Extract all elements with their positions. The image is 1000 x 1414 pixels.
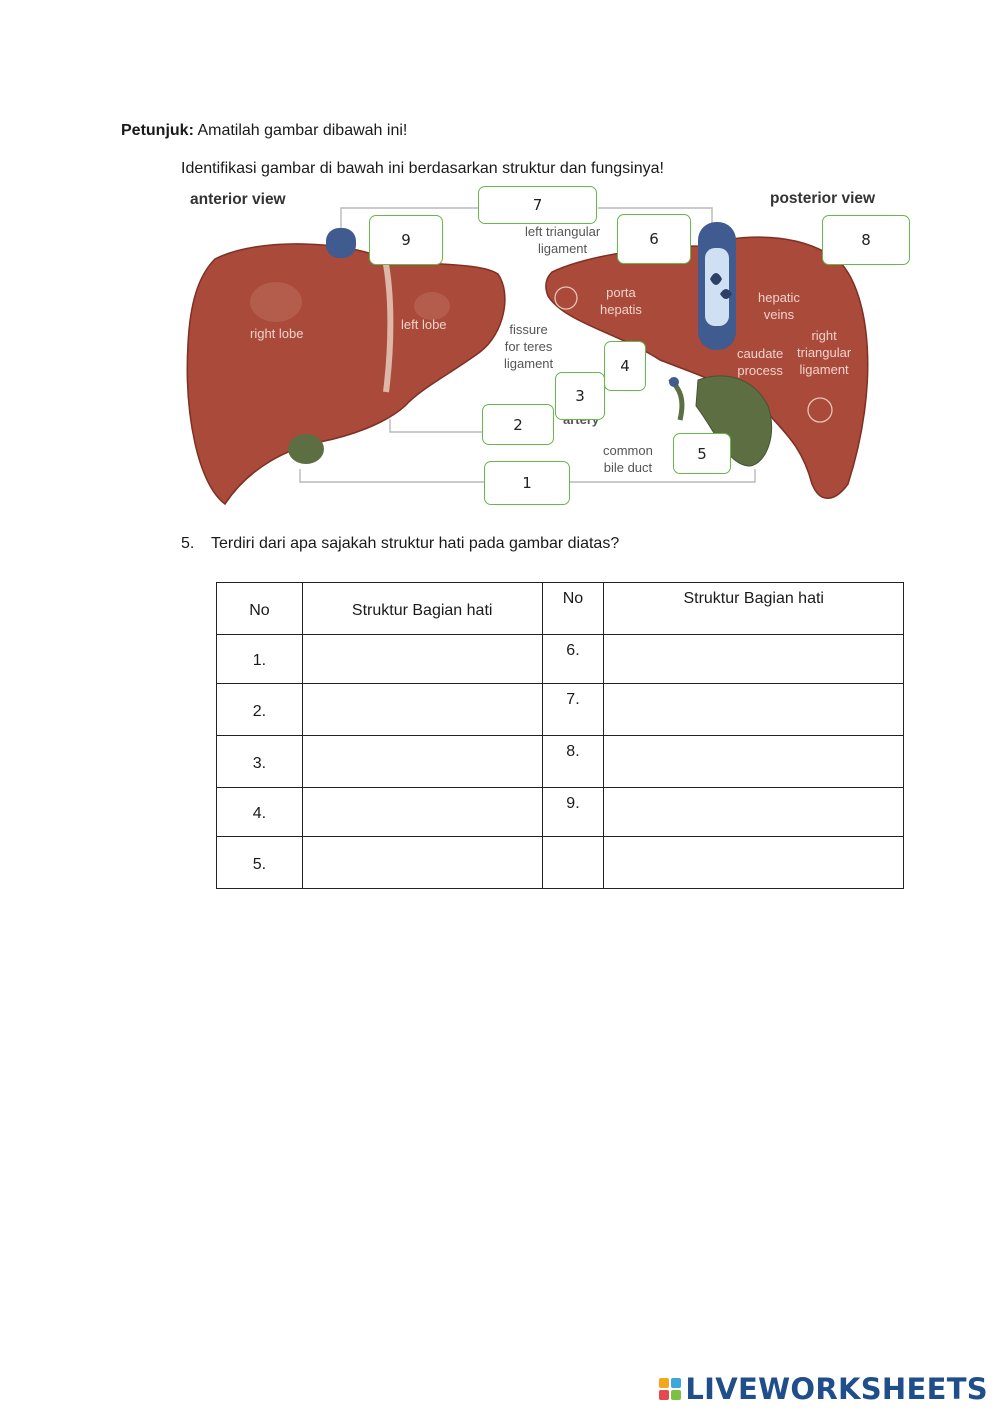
table-row bbox=[217, 736, 904, 788]
header-no-right: No bbox=[542, 583, 604, 635]
number-box-7: 7 bbox=[478, 186, 597, 224]
row-number: 7. bbox=[542, 684, 604, 736]
left-triangular-ligament-label: left triangular ligament bbox=[525, 224, 601, 256]
header-struktur-right: Struktur Bagian hati bbox=[604, 583, 904, 635]
number-box-9: 9 bbox=[369, 215, 443, 265]
common-bile-duct-label: common bile duct bbox=[603, 443, 653, 475]
row-number: 5. bbox=[217, 837, 303, 889]
identify-text: Identifikasi gambar di bawah ini berdasarkan struktur dan fungsinya! bbox=[181, 160, 664, 177]
question-text: Terdiri dari apa sajakah struktur hati pada gambar diatas? bbox=[211, 535, 620, 552]
number-box-1: 1 bbox=[484, 461, 570, 505]
table-row bbox=[217, 684, 904, 736]
instructions-label: Petunjuk: bbox=[121, 122, 194, 139]
row-number: 3. bbox=[217, 736, 303, 788]
answer-cell[interactable] bbox=[302, 736, 542, 788]
hepatic-veins-label: hepatic veins bbox=[758, 290, 800, 322]
question-number: 5. bbox=[181, 535, 195, 552]
header-struktur-left: Struktur Bagian hati bbox=[302, 583, 542, 635]
liver-figure bbox=[180, 184, 920, 524]
answer-cell[interactable] bbox=[604, 837, 904, 889]
right-lobe-label: right lobe bbox=[250, 326, 304, 341]
answer-cell[interactable] bbox=[604, 635, 904, 684]
right-triangular-ligament-label: right triangular ligament bbox=[797, 328, 852, 377]
row-number: 4. bbox=[217, 788, 303, 837]
table-row bbox=[217, 788, 904, 837]
fissure-label: fissure for teres ligament bbox=[504, 322, 554, 371]
number-box-3: 3 bbox=[555, 372, 605, 420]
logo-text: LIVEWORKSHEETS bbox=[685, 1372, 988, 1406]
row-number: 2. bbox=[217, 684, 303, 736]
question bbox=[181, 535, 619, 553]
number-box-2: 2 bbox=[482, 404, 554, 445]
table-row bbox=[217, 635, 904, 684]
instructions bbox=[121, 122, 407, 140]
posterior-view-title: posterior view bbox=[770, 190, 876, 207]
anterior-liver-shape bbox=[187, 244, 505, 504]
number-box-6: 6 bbox=[617, 214, 691, 264]
header-no-left: No bbox=[217, 583, 303, 635]
answer-table bbox=[216, 582, 904, 889]
answer-cell[interactable] bbox=[302, 837, 542, 889]
caudate-process-label: caudate process bbox=[737, 346, 784, 378]
row-number: 1. bbox=[217, 635, 303, 684]
anterior-gallbladder bbox=[288, 434, 324, 464]
answer-cell[interactable] bbox=[604, 736, 904, 788]
left-lobe-label: left lobe bbox=[401, 317, 447, 332]
row-number: 8. bbox=[542, 736, 604, 788]
answer-cell[interactable] bbox=[604, 788, 904, 837]
answer-cell[interactable] bbox=[302, 635, 542, 684]
number-box-4: 4 bbox=[604, 341, 646, 391]
answer-cell[interactable] bbox=[302, 788, 542, 837]
number-box-8: 8 bbox=[822, 215, 910, 265]
anterior-view-title: anterior view bbox=[190, 191, 286, 208]
row-number: 6. bbox=[542, 635, 604, 684]
row-number bbox=[542, 837, 604, 889]
answer-cell[interactable] bbox=[302, 684, 542, 736]
table-header-row bbox=[217, 583, 904, 635]
row-number: 9. bbox=[542, 788, 604, 837]
table-row bbox=[217, 837, 904, 889]
instructions-text: Amatilah gambar dibawah ini! bbox=[197, 122, 408, 139]
porta-hepatis-label: porta hepatis bbox=[600, 285, 642, 317]
logo-mark-icon bbox=[659, 1378, 681, 1400]
liveworksheets-logo bbox=[659, 1372, 988, 1406]
answer-cell[interactable] bbox=[604, 684, 904, 736]
number-box-5: 5 bbox=[673, 433, 731, 474]
